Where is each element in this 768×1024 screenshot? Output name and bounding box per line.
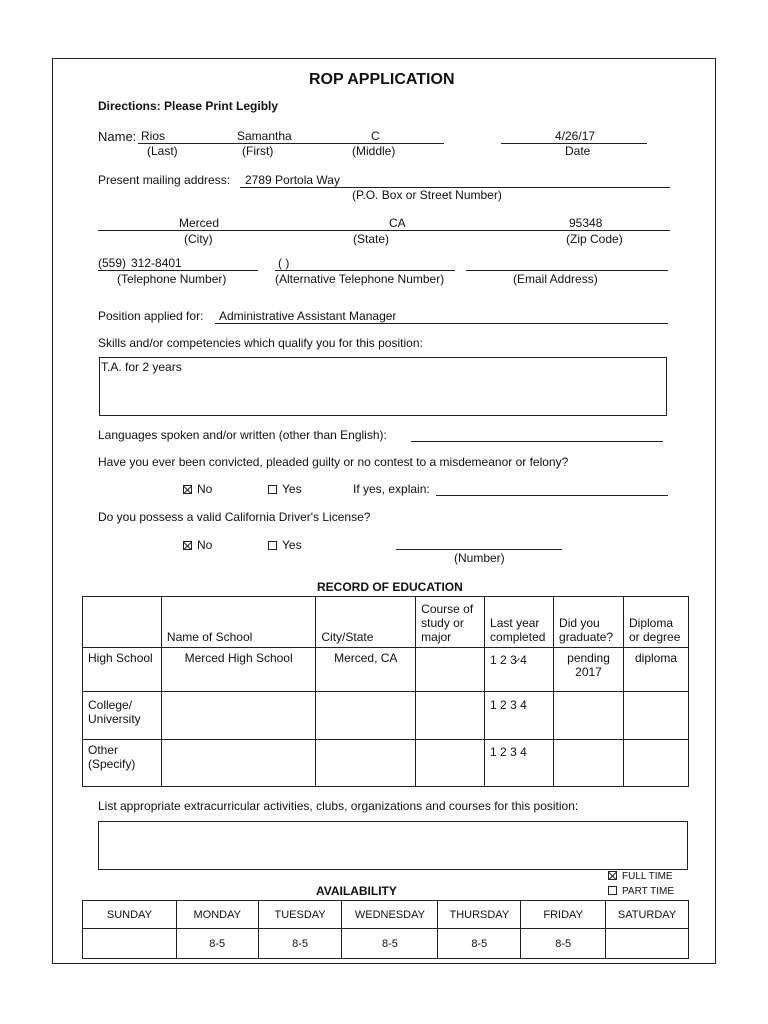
diploma-cell[interactable] <box>624 692 689 740</box>
city-caption: (City) <box>184 232 213 246</box>
skills-value: T.A. for 2 years <box>101 360 182 374</box>
languages-line[interactable] <box>411 441 663 442</box>
hours-row <box>83 929 689 959</box>
graduate-cell[interactable] <box>554 692 624 740</box>
checked-checkbox-icon[interactable] <box>183 485 192 494</box>
course-cell[interactable] <box>416 740 485 787</box>
day-monday: MONDAY <box>176 901 258 929</box>
zip-value[interactable]: 95348 <box>569 216 603 230</box>
checkbox-icon[interactable] <box>268 485 277 494</box>
middle-caption: (Middle) <box>352 144 396 158</box>
availability-table <box>82 900 689 959</box>
day-wednesday: WEDNESDAY <box>342 901 438 929</box>
availability-heading: AVAILABILITY <box>316 884 397 898</box>
checkbox-icon[interactable] <box>268 541 277 550</box>
hours-wednesday[interactable]: 8-5 <box>342 929 438 959</box>
day-saturday: SATURDAY <box>606 901 689 929</box>
table-row <box>83 648 689 692</box>
col-graduate-header: Did you graduate? <box>554 597 624 648</box>
alt-phone-caption: (Alternative Telephone Number) <box>275 272 445 286</box>
day-tuesday: TUESDAY <box>258 901 342 929</box>
explain-label: If yes, explain: <box>353 482 430 496</box>
middle-name-value[interactable]: C <box>371 129 380 143</box>
col-diploma-header: Diploma or degree <box>624 597 689 648</box>
course-cell[interactable] <box>416 692 485 740</box>
hours-tuesday[interactable]: 8-5 <box>258 929 342 959</box>
year-cell[interactable]: 1 2 3 4 <box>485 740 554 787</box>
conviction-no-option[interactable] <box>183 482 212 496</box>
extracurricular-label: List appropriate extracurricular activities, clubs, organizations and courses for this position: <box>98 799 579 813</box>
course-cell[interactable] <box>416 648 485 692</box>
hours-monday[interactable]: 8-5 <box>176 929 258 959</box>
last-name-value[interactable]: Rios <box>141 129 166 143</box>
city-cell[interactable] <box>316 692 416 740</box>
school-cell[interactable] <box>161 692 315 740</box>
languages-label: Languages spoken and/or written (other than English): <box>98 428 387 442</box>
city-value[interactable]: Merced <box>179 216 220 230</box>
skills-box[interactable] <box>99 357 667 416</box>
checked-checkbox-icon[interactable] <box>183 541 192 550</box>
day-thursday: THURSDAY <box>438 901 521 929</box>
conviction-yes-label: Yes <box>282 482 302 496</box>
diploma-cell[interactable] <box>624 740 689 787</box>
hours-thursday[interactable]: 8-5 <box>438 929 521 959</box>
checked-checkbox-icon[interactable] <box>608 871 617 880</box>
year-cell[interactable]: 1 2 3̷ 4 <box>485 648 554 692</box>
first-name-value[interactable]: Samantha <box>237 129 292 143</box>
state-value[interactable]: CA <box>389 216 406 230</box>
year-cell[interactable]: 1 2 3 4 <box>485 692 554 740</box>
position-label: Position applied for: <box>98 309 204 323</box>
explain-line[interactable] <box>436 495 668 496</box>
license-no-option[interactable] <box>183 538 212 552</box>
license-number-caption: (Number) <box>454 551 505 565</box>
col-year-header: Last year completed <box>485 597 554 648</box>
license-yes-option[interactable] <box>268 538 302 552</box>
conviction-no-label: No <box>197 482 213 496</box>
date-caption: Date <box>565 144 591 158</box>
education-header-row <box>83 597 689 648</box>
row-type: College/ University <box>83 692 162 740</box>
phone-caption: (Telephone Number) <box>117 272 227 286</box>
position-line <box>215 323 668 324</box>
school-cell[interactable] <box>161 740 315 787</box>
application-form <box>52 58 716 964</box>
city-cell[interactable]: Merced, CA <box>316 648 416 692</box>
area-code[interactable]: (559) <box>98 256 127 270</box>
day-sunday: SUNDAY <box>83 901 177 929</box>
col-course-header: Course of study or major <box>416 597 485 648</box>
street-value[interactable]: 2789 Portola Way <box>245 173 340 187</box>
form-title: ROP APPLICATION <box>309 71 455 88</box>
name-label: Name: <box>98 129 137 144</box>
date-value[interactable]: 4/26/17 <box>555 129 596 143</box>
days-row <box>83 901 689 929</box>
position-value[interactable]: Administrative Assistant Manager <box>219 309 397 323</box>
last-caption: (Last) <box>147 144 178 158</box>
address-label: Present mailing address: <box>98 173 231 187</box>
table-row <box>83 740 689 787</box>
alt-phone-value[interactable]: ( ) <box>278 256 290 270</box>
street-caption: (P.O. Box or Street Number) <box>352 188 502 202</box>
full-time-label: FULL TIME <box>622 871 673 882</box>
name-line <box>138 143 444 144</box>
col-school-header: Name of School <box>161 597 315 648</box>
school-cell[interactable]: Merced High School <box>161 648 315 692</box>
col-city-header: City/State <box>316 597 416 648</box>
phone-value[interactable]: 312-8401 <box>131 256 182 270</box>
hours-friday[interactable]: 8-5 <box>521 929 606 959</box>
day-friday: FRIDAY <box>521 901 606 929</box>
state-caption: (State) <box>353 232 390 246</box>
row-type: Other (Specify) <box>83 740 162 787</box>
part-time-option[interactable] <box>608 886 674 897</box>
education-table <box>82 596 689 787</box>
skills-label: Skills and/or competencies which qualify you for this position: <box>98 336 423 350</box>
education-heading: RECORD OF EDUCATION <box>317 580 463 594</box>
graduate-cell[interactable]: pending 2017 <box>554 648 624 692</box>
zip-caption: (Zip Code) <box>566 232 623 246</box>
phone-line <box>98 270 258 271</box>
checkbox-icon[interactable] <box>608 886 617 895</box>
license-yes-label: Yes <box>282 538 302 552</box>
alt-phone-line <box>275 270 455 271</box>
hours-sunday[interactable] <box>83 929 177 959</box>
col-type-header <box>83 597 162 648</box>
first-caption: (First) <box>242 144 274 158</box>
city-cell[interactable] <box>316 740 416 787</box>
extracurricular-box[interactable] <box>98 821 688 870</box>
directions: Directions: Please Print Legibly <box>98 99 279 113</box>
table-row <box>83 692 689 740</box>
email-caption: (Email Address) <box>513 272 598 286</box>
email-line <box>466 270 668 271</box>
license-no-label: No <box>197 538 213 552</box>
graduate-cell[interactable] <box>554 740 624 787</box>
row-type: High School <box>83 648 162 692</box>
full-time-option[interactable] <box>608 871 673 882</box>
license-number-line[interactable] <box>396 549 562 550</box>
license-question: Do you possess a valid California Driver's License? <box>98 510 371 524</box>
conviction-yes-option[interactable] <box>268 482 302 496</box>
conviction-question: Have you ever been convicted, pleaded guilty or no contest to a misdemeanor or felony? <box>98 455 569 469</box>
diploma-cell[interactable]: diploma <box>624 648 689 692</box>
hours-saturday[interactable] <box>606 929 689 959</box>
part-time-label: PART TIME <box>622 886 675 897</box>
city-state-zip-line <box>98 230 670 231</box>
